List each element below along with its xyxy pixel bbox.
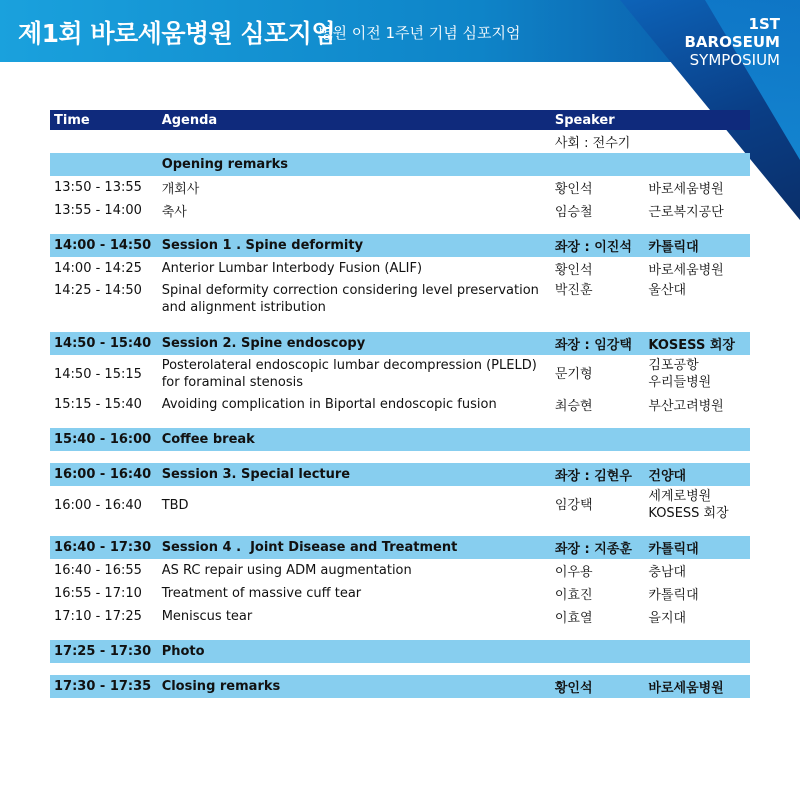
section-time: 15:40 - 16:00 bbox=[50, 428, 162, 451]
row-agenda: AS RC repair using ADM augmentation bbox=[161, 563, 412, 578]
row-agenda: Meniscus tear bbox=[161, 609, 253, 624]
row-speaker: 문기형 bbox=[554, 366, 593, 382]
page-title: 제1회 바로세움병원 심포지엄 bbox=[18, 19, 336, 48]
row-agenda: Posterolateral endoscopic lumbar decompression (PLELD) for foraminal stenosis bbox=[161, 358, 537, 390]
symposium-badge bbox=[684, 15, 780, 69]
section-chair: 좌장 : 김현우 bbox=[555, 463, 649, 486]
row-time: 17:10 - 17:25 bbox=[54, 609, 142, 624]
row-agenda: TBD bbox=[161, 497, 189, 513]
row-agenda: Treatment of massive cuff tear bbox=[161, 586, 362, 601]
header-speaker: Speaker bbox=[555, 110, 750, 130]
table-row bbox=[50, 199, 750, 222]
row-affiliation: 근로복지공단 bbox=[648, 205, 724, 220]
section-chair: 좌장 : 이진석 bbox=[555, 234, 649, 257]
section-title: Closing remarks bbox=[162, 675, 555, 698]
badge-line-2: BAROSEUM bbox=[684, 33, 780, 51]
agenda-table bbox=[50, 110, 750, 698]
section-header-photo bbox=[50, 640, 750, 663]
section-title: Session 2. Spine endoscopy bbox=[162, 332, 555, 355]
header-agenda: Agenda bbox=[162, 110, 555, 130]
row-agenda: 개회사 bbox=[161, 182, 200, 197]
section-time: 16:40 - 17:30 bbox=[50, 536, 162, 559]
row-agenda: Anterior Lumbar Interbody Fusion (ALIF) bbox=[161, 261, 423, 276]
row-affiliation: 을지대 bbox=[648, 611, 687, 626]
row-agenda: Avoiding complication in Biportal endoscopic fusion bbox=[161, 397, 497, 412]
section-title: Session 3. Special lecture bbox=[162, 463, 555, 486]
table-row bbox=[50, 257, 750, 280]
section-header-session-4 bbox=[50, 536, 750, 559]
table-row bbox=[50, 176, 750, 199]
section-header-session-3 bbox=[50, 463, 750, 486]
row-speaker: 최승현 bbox=[554, 399, 593, 414]
section-chair: 좌장 : 임강택 bbox=[555, 332, 649, 355]
row-speaker: 이효진 bbox=[554, 588, 593, 603]
row-affiliation bbox=[648, 355, 750, 393]
section-chair-affiliation: 카톨릭대 bbox=[648, 536, 750, 559]
row-affiliation bbox=[648, 486, 750, 524]
table-row bbox=[50, 582, 750, 605]
section-time: 16:00 - 16:40 bbox=[50, 463, 162, 486]
row-affiliation: 바로세움병원 bbox=[648, 263, 724, 278]
table-row bbox=[50, 559, 750, 582]
section-time: 17:25 - 17:30 bbox=[50, 640, 162, 663]
affiliation-line-1: 김포공항 bbox=[648, 358, 699, 373]
header-time: Time bbox=[50, 110, 162, 130]
section-time: 14:50 - 15:40 bbox=[50, 332, 162, 355]
section-title: Session 1 . Spine deformity bbox=[162, 234, 555, 257]
row-speaker: 임승철 bbox=[554, 205, 593, 220]
row-speaker: 황인석 bbox=[554, 182, 593, 197]
row-time: 15:15 - 15:40 bbox=[54, 397, 142, 412]
row-time: 14:50 - 15:15 bbox=[54, 366, 142, 382]
section-title: Photo bbox=[162, 640, 555, 663]
section-header-opening bbox=[50, 153, 750, 176]
table-header bbox=[50, 110, 750, 130]
moderator-row bbox=[50, 130, 750, 153]
page-subtitle: 병원 이전 1주년 기념 심포지엄 bbox=[318, 24, 521, 42]
row-speaker: 박진훈 bbox=[554, 283, 593, 298]
section-time: 17:30 - 17:35 bbox=[50, 675, 162, 698]
row-affiliation: 울산대 bbox=[648, 283, 687, 298]
affiliation-line-2: 우리들병원 bbox=[648, 375, 712, 390]
badge-line-3: SYMPOSIUM bbox=[689, 51, 780, 69]
moderator: 사회 : 전수기 bbox=[554, 136, 631, 151]
section-chair-affiliation: 건양대 bbox=[648, 463, 750, 486]
section-header-closing bbox=[50, 675, 750, 698]
section-time: 14:00 - 14:50 bbox=[50, 234, 162, 257]
section-speaker: 황인석 bbox=[555, 675, 649, 698]
table-row bbox=[50, 355, 750, 393]
section-header-coffee-break bbox=[50, 428, 750, 451]
row-speaker: 이우용 bbox=[554, 565, 593, 580]
section-chair-affiliation: 카톨릭대 bbox=[648, 234, 750, 257]
row-affiliation: 카톨릭대 bbox=[648, 588, 699, 603]
section-chair-affiliation: KOSESS 회장 bbox=[648, 332, 750, 355]
row-speaker: 이효열 bbox=[554, 611, 593, 626]
section-title: Session 4 . Joint Disease and Treatment bbox=[162, 536, 555, 559]
table-row bbox=[50, 280, 750, 320]
affiliation-line-1: 세계로병원 bbox=[648, 489, 712, 504]
section-title: Coffee break bbox=[162, 428, 555, 451]
row-speaker: 황인석 bbox=[554, 263, 593, 278]
section-chair: 좌장 : 지종훈 bbox=[555, 536, 649, 559]
section-header-session-1 bbox=[50, 234, 750, 257]
row-agenda: Spinal deformity correction considering level preservation and alignment istribution bbox=[161, 283, 539, 315]
badge-line-1: 1ST bbox=[748, 15, 780, 33]
section-affiliation: 바로세움병원 bbox=[648, 675, 750, 698]
row-agenda: 축사 bbox=[161, 205, 187, 220]
row-affiliation: 바로세움병원 bbox=[648, 182, 724, 197]
row-time: 16:00 - 16:40 bbox=[54, 497, 142, 513]
row-time: 14:25 - 14:50 bbox=[54, 283, 142, 298]
row-time: 13:55 - 14:00 bbox=[54, 203, 142, 218]
table-row bbox=[50, 393, 750, 416]
row-time: 13:50 - 13:55 bbox=[54, 180, 142, 195]
row-speaker: 임강택 bbox=[554, 497, 593, 513]
table-row bbox=[50, 605, 750, 628]
row-affiliation: 부산고려병원 bbox=[648, 399, 724, 414]
row-affiliation: 충남대 bbox=[648, 565, 687, 580]
section-header-session-2 bbox=[50, 332, 750, 355]
table-row bbox=[50, 486, 750, 524]
row-time: 14:00 - 14:25 bbox=[54, 261, 142, 276]
row-time: 16:40 - 16:55 bbox=[54, 563, 142, 578]
row-time: 16:55 - 17:10 bbox=[54, 586, 142, 601]
section-title: Opening remarks bbox=[162, 153, 555, 176]
affiliation-line-2: KOSESS 회장 bbox=[648, 506, 729, 521]
